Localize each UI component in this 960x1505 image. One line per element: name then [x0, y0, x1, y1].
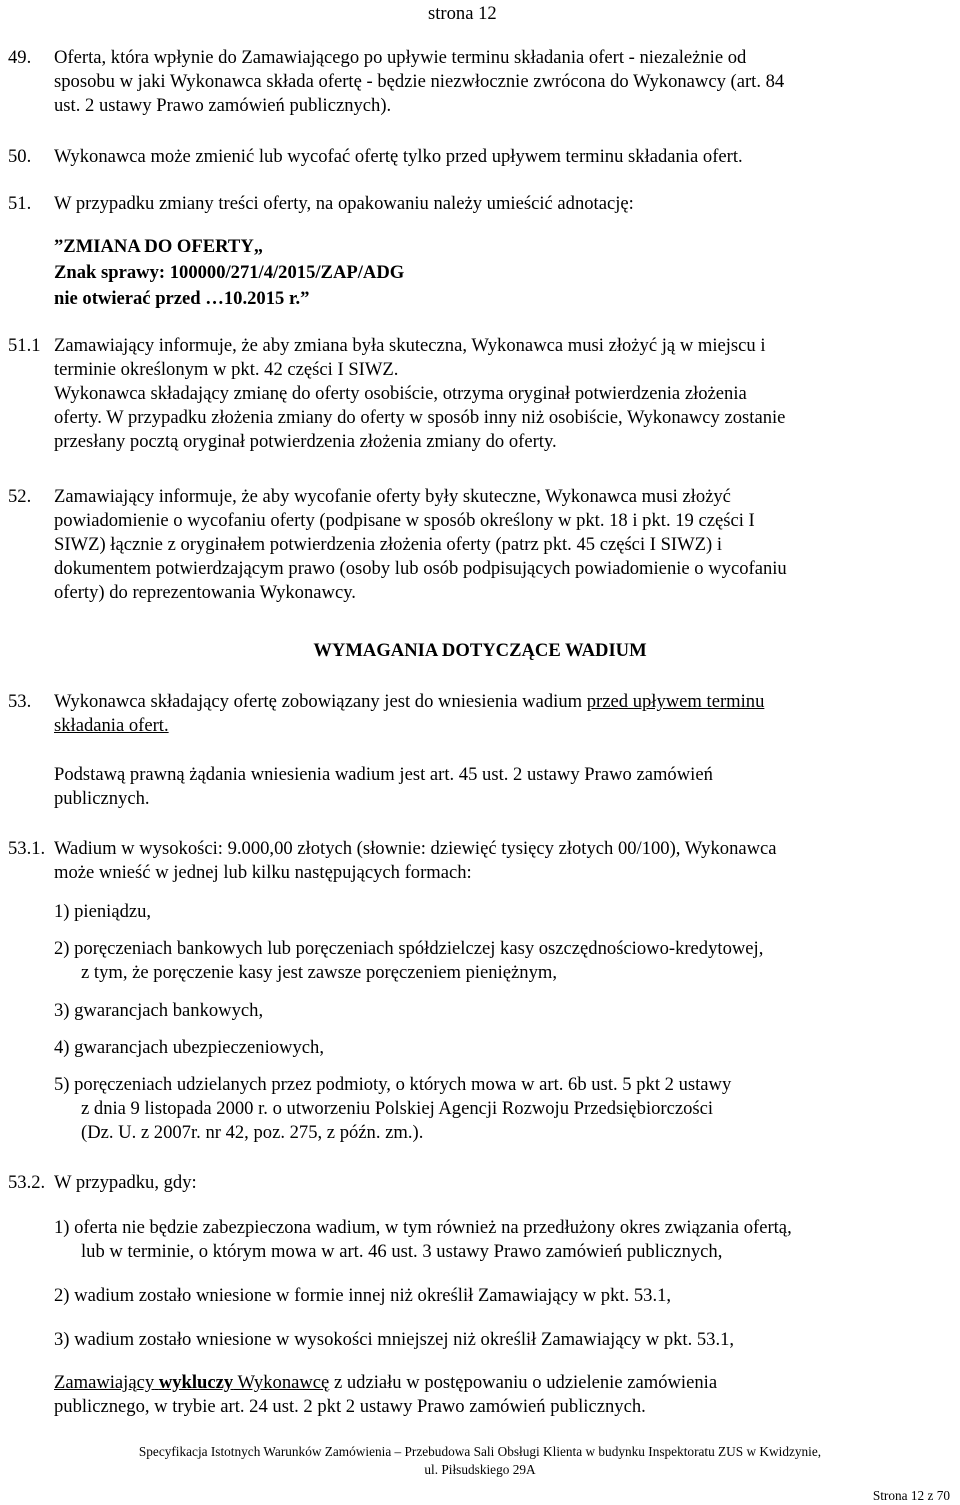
text-line: 1) oferta nie będzie zabezpieczona wadium, w tym również na przedłużony okres związania ofertą, [54, 1217, 792, 1238]
point-53-text [54, 690, 946, 738]
point-49-text [54, 46, 946, 118]
form-list-item [54, 937, 946, 985]
point-53-number: 53. [8, 691, 32, 712]
point-51-1-number: 51.1 [8, 335, 41, 356]
text-line: SIWZ) łącznie z oryginałem potwierdzenia złożenia oferty (patrz pkt. 45 części I SIWZ) i [54, 534, 723, 555]
annotation-line: ”ZMIANA DO OFERTY„ [54, 236, 264, 257]
form-list-item [54, 1036, 946, 1060]
condition-list-item [54, 1216, 946, 1264]
text-line: Wykonawca może zmienić lub wycofać ofertę tylko przed upływem terminu składania ofert. [54, 146, 743, 167]
underlined-deadline-continued: składania ofert. [54, 715, 169, 736]
text-line: 2) poręczeniach bankowych lub poręczeniach spółdzielczej kasy oszczędnościowo-kredytowej, [54, 938, 764, 959]
text-line: sposobu w jaki Wykonawca składa ofertę - będzie niezwłocznie zwrócona do Wykonawcy (art. 84 [54, 71, 785, 92]
text-line: Zamawiający wykluczy Wykonawcę z udziału w postępowaniu o udzielenie zamówienia [54, 1372, 718, 1393]
text-line: W przypadku, gdy: [54, 1172, 197, 1193]
text-line: Podstawą prawną żądania wniesienia wadium jest art. 45 ust. 2 ustawy Prawo zamówień [54, 764, 713, 785]
underlined-verb: wykluczy [158, 1372, 234, 1393]
text-line: może wnieść w jednej lub kilku następujących formach: [54, 862, 472, 883]
point-53-1-text [54, 837, 946, 885]
point-51-1-text [54, 334, 946, 454]
annotation-line: nie otwierać przed …10.2015 r.” [54, 288, 310, 309]
annotation-line: Znak sprawy: 100000/271/4/2015/ZAP/ADG [54, 262, 405, 283]
text-line: oferty. W przypadku złożenia zmiany do oferty w sposób inny niż osobiście, Wykonawcy zostanie [54, 407, 786, 428]
text-line: 4) gwarancjach ubezpieczeniowych, [54, 1037, 324, 1058]
page-header-label: strona 12 [428, 3, 497, 24]
text-line: (Dz. U. z 2007r. nr 42, poz. 275, z późn. zm.). [81, 1122, 424, 1143]
text-line: 3) gwarancjach bankowych, [54, 1000, 264, 1021]
point-53-2-number: 53.2. [8, 1172, 46, 1193]
text-line: Wadium w wysokości: 9.000,00 złotych (słownie: dziewięć tysięcy złotych 00/100), Wykonawca [54, 838, 777, 859]
text-line: 3) wadium zostało wniesione w wysokości mniejszej niż określił Zamawiający w pkt. 53.1, [54, 1329, 735, 1350]
text-line: 5) poręczeniach udzielanych przez podmioty, o których mowa w art. 6b ust. 5 pkt 2 ustawy [54, 1074, 732, 1095]
text-line: oferty) do reprezentowania Wykonawcy. [54, 582, 356, 603]
text-line: 1) pieniądzu, [54, 901, 152, 922]
underlined-deadline: przed upływem terminu [586, 691, 765, 712]
footer-document-title: Specyfikacja Istotnych Warunków Zamówienia – Przebudowa Sali Obsługi Klienta w budynku Inspektoratu ZUS w Kwidzynie, [138, 1444, 822, 1459]
form-list-item [54, 999, 946, 1023]
text-line: terminie określonym w pkt. 42 części I SIWZ. [54, 359, 399, 380]
footer-address: ul. Piłsudskiego 29A [424, 1462, 536, 1477]
legal-basis-text [54, 763, 946, 811]
text-line: 2) wadium zostało wniesione w formie innej niż określił Zamawiający w pkt. 53.1, [54, 1285, 672, 1306]
form-list-item [54, 1073, 946, 1145]
text-line: publicznego, w trybie art. 24 ust. 2 pkt 2 ustawy Prawo zamówień publicznych. [54, 1396, 646, 1417]
point-53-1-number: 53.1. [8, 838, 46, 859]
text-line: z tym, że poręczenie kasy jest zawsze poręczeniem pieniężnym, [81, 962, 557, 983]
exclusion-statement [54, 1371, 946, 1419]
text-line: dokumentem potwierdzającym prawo (osoby lub osób podpisujących powiadomienie o wycofaniu [54, 558, 787, 579]
underlined-subject: Zamawiający [54, 1372, 155, 1393]
point-52-text [54, 485, 946, 605]
text-line: powiadomienie o wycofaniu oferty (podpisane w sposób określony w pkt. 18 i pkt. 19 części I [54, 510, 755, 531]
point-51-number: 51. [8, 193, 32, 214]
point-51-text [54, 192, 946, 216]
condition-list-item [54, 1284, 946, 1308]
point-53-2-text [54, 1171, 946, 1195]
footer-page-number: Strona 12 z 70 [872, 1488, 950, 1503]
underlined-object: Wykonawcę [237, 1372, 330, 1393]
text-line: lub w terminie, o którym mowa w art. 46 ust. 3 ustawy Prawo zamówień publicznych, [81, 1241, 723, 1262]
text-line: Zamawiający informuje, że aby wycofanie oferty były skuteczne, Wykonawca musi złożyć [54, 486, 731, 507]
condition-list-item [54, 1328, 946, 1352]
section-heading: WYMAGANIA DOTYCZĄCE WADIUM [313, 640, 647, 661]
envelope-annotation [54, 235, 946, 313]
text-line: Oferta, która wpłynie do Zamawiającego po upływie terminu składania ofert - niezależnie od [54, 47, 747, 68]
text-line: przesłany pocztą oryginał potwierdzenia złożenia zmiany do oferty. [54, 431, 557, 452]
point-50-number: 50. [8, 146, 32, 167]
form-list-item [54, 900, 946, 924]
text-line: publicznych. [54, 788, 150, 809]
text-line: z dnia 9 listopada 2000 r. o utworzeniu Polskiej Agencji Rozwoju Przedsiębiorczości [81, 1098, 714, 1119]
text-line: W przypadku zmiany treści oferty, na opakowaniu należy umieścić adnotację: [54, 193, 634, 214]
point-52-number: 52. [8, 486, 32, 507]
text-line: Zamawiający informuje, że aby zmiana była skuteczna, Wykonawca musi złożyć ją w miejscu i [54, 335, 766, 356]
text-line: Wykonawca składający zmianę do oferty osobiście, otrzyma oryginał potwierdzenia złożenia [54, 383, 747, 404]
text-line: Wykonawca składający ofertę zobowiązany jest do wniesienia wadium przed upływem terminu [54, 691, 765, 712]
point-49-number: 49. [8, 47, 32, 68]
point-50-text [54, 145, 946, 169]
text-line: ust. 2 ustawy Prawo zamówień publicznych). [54, 95, 392, 116]
